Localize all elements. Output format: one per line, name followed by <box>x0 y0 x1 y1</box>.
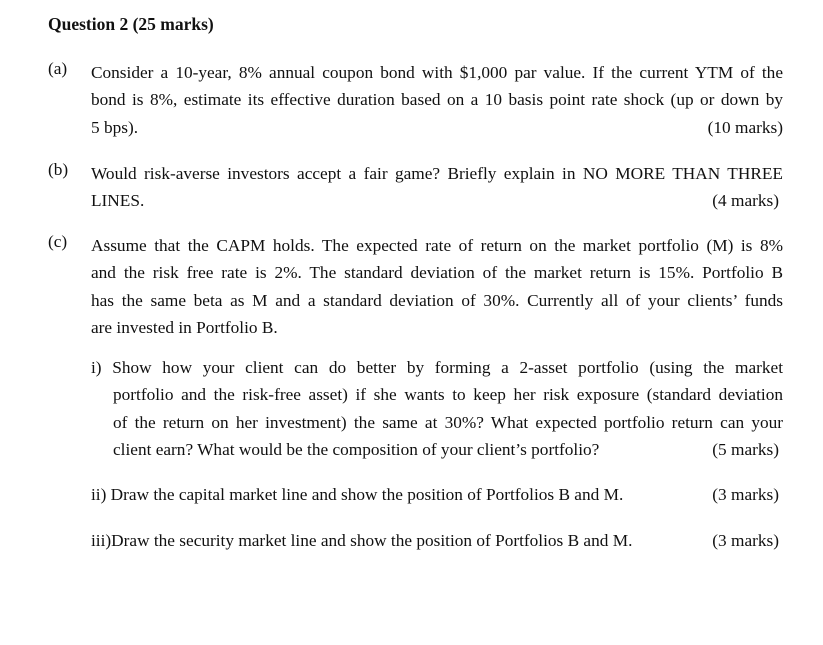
sub-iii-row <box>91 527 783 554</box>
sub-i-line-1: i) Show how your client can do better by forming a 2-asset portfolio (using the market <box>91 358 783 377</box>
part-a-line-3: 5 bps). <box>91 117 139 137</box>
part-b-label: (b) <box>48 160 69 179</box>
sub-ii-row <box>91 481 783 508</box>
part-c-sub-ii <box>91 481 783 508</box>
sub-iii-marks: (3 marks) <box>712 531 779 550</box>
part-b-marks: (4 marks) <box>712 191 779 211</box>
sub-i-last-row <box>91 436 783 463</box>
sub-i-line-2: portfolio and the risk-free asset) if she wants to keep her risk exposure (standard deviation <box>113 385 783 405</box>
part-c-line-1: Assume that the CAPM holds. The expected rate of return on the market portfolio (M) is 8% <box>91 236 783 255</box>
sub-i-line-4: client earn? What would be the composition of your client’s portfolio? <box>113 439 600 459</box>
part-c-body <box>91 232 783 341</box>
part-b-line-2: LINES. <box>91 191 145 211</box>
part-b-line-1: Would risk-averse investors accept a fair game? Briefly explain in NO MORE THAN THREE <box>91 164 783 183</box>
part-c-line-3: has the same beta as M and a standard deviation of 30%. Currently all of your clients’ funds <box>91 290 783 310</box>
part-c-label: (c) <box>48 232 68 251</box>
sub-ii-text: ii) Draw the capital market line and show the position of Portfolios B and M. <box>91 485 624 504</box>
part-c-sub-i <box>91 354 783 463</box>
question-title: Question 2 (25 marks) <box>48 14 214 34</box>
part-c-line-4: are invested in Portfolio B. <box>91 317 278 337</box>
part-a-body <box>91 59 783 141</box>
part-b-body <box>91 160 783 215</box>
part-b-last-row <box>91 187 783 214</box>
part-a-line-2: bond is 8%, estimate its effective duration based on a 10 basis point rate shock (up or down by <box>91 90 783 110</box>
sub-iii-text: iii)Draw the security market line and show the position of Portfolios B and M. <box>91 531 633 550</box>
sub-i-marks: (5 marks) <box>712 439 779 459</box>
part-a-marks: (10 marks) <box>707 117 783 137</box>
sub-i-line-3: of the return on her investment) the same at 30%? What expected portfolio return can your <box>113 412 783 432</box>
part-a-last-row <box>91 114 783 141</box>
part-a-line-1: Consider a 10-year, 8% annual coupon bond with $1,000 par value. If the current YTM of the <box>91 63 783 82</box>
part-c-sub-iii <box>91 527 783 554</box>
part-a-label: (a) <box>48 59 68 78</box>
sub-ii-marks: (3 marks) <box>712 485 779 504</box>
part-c-line-2: and the risk free rate is 2%. The standard deviation of the market return is 15%. Portfolio B <box>91 263 783 283</box>
